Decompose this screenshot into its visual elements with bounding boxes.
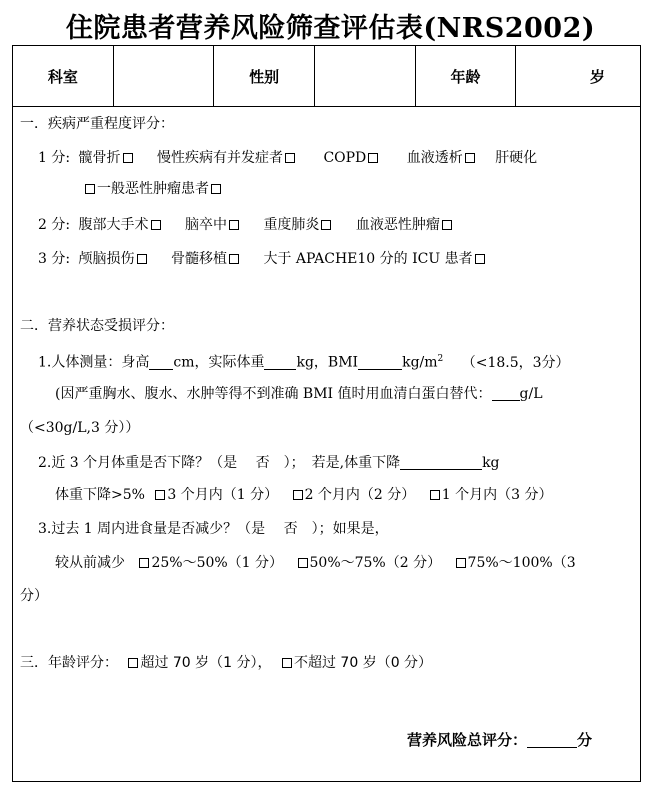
weight-loss-question: 2.近 3 个月体重是否下降？（是 否 ）； 若是,体重下降 kg — [38, 455, 500, 471]
dept-field[interactable] — [114, 46, 215, 106]
total-score: 营养风险总评分： 分 — [406, 731, 592, 749]
page-title: 住院患者营养风险筛查评估表(NRS2002) — [65, 13, 596, 44]
age-unit: 岁 — [589, 67, 605, 86]
sex-label: 性别 — [214, 46, 315, 106]
dept-label: 科室 — [13, 46, 114, 106]
hematologic-cancer-checkbox[interactable] — [442, 220, 452, 230]
section1-heading: 一．疾病严重程度评分： — [20, 116, 174, 132]
age-over70-checkbox[interactable] — [128, 658, 138, 668]
score1-row-2: 一般恶性肿瘤患者 — [83, 180, 223, 198]
dialysis-checkbox[interactable] — [465, 153, 475, 163]
age-score-row: 三．年龄评分： 超过 70 岁（1 分）， 不超过 70 岁（0 分） — [20, 655, 433, 671]
intake-25-checkbox[interactable] — [139, 558, 149, 568]
cirrhosis-checkbox[interactable] — [85, 184, 95, 194]
loss-3month-checkbox[interactable] — [155, 490, 165, 500]
albumin-note: (因严重胸水、腹水、水肿等得不到准确 BMI 值时用血清白蛋白替代： g/L — [55, 386, 543, 402]
fracture-checkbox[interactable] — [123, 153, 133, 163]
head-injury-checkbox[interactable] — [137, 254, 147, 264]
bone-marrow-checkbox[interactable] — [229, 254, 239, 264]
loss-2month-checkbox[interactable] — [293, 490, 303, 500]
total-score-input[interactable] — [527, 733, 577, 748]
sex-field[interactable] — [315, 46, 416, 106]
score3-row: 3 分: 颅脑损伤 骨髓移植 大于 APACHE10 分的 ICU 患者 — [38, 250, 487, 268]
intake-question: 3.过去 1 周内进食量是否减少？（是 否 ）；如果是， — [38, 521, 389, 537]
abdominal-surgery-checkbox[interactable] — [151, 220, 161, 230]
cancer-checkbox[interactable] — [211, 184, 221, 194]
stroke-checkbox[interactable] — [229, 220, 239, 230]
albumin-input[interactable] — [492, 386, 520, 401]
section2-heading: 二．营养状态受损评分： — [20, 318, 174, 334]
age-label: 年龄 — [416, 46, 517, 106]
height-input[interactable] — [149, 355, 173, 370]
intake-75-checkbox[interactable] — [456, 558, 466, 568]
albumin-note-2: （<30g/L,3 分）） — [20, 420, 140, 436]
chronic-disease-checkbox[interactable] — [285, 153, 295, 163]
section3-heading: 三．年龄评分： — [20, 655, 118, 671]
copd-checkbox[interactable] — [368, 153, 378, 163]
anthropometry-row: 1.人体测量：身高 cm，实际体重 kg，BMI $kg/m^2$ （<18.5，3分） — [38, 354, 570, 371]
assessment-form — [12, 45, 641, 782]
pneumonia-checkbox[interactable] — [321, 220, 331, 230]
intake-options-tail: 分） — [20, 588, 48, 604]
intake-options: 较从前减少 25%～50%（1 分） 50%～75%（2 分） 75%～100%（3 — [55, 555, 576, 571]
header-row — [13, 46, 640, 107]
loss-1month-checkbox[interactable] — [430, 490, 440, 500]
score2-row: 2 分: 腹部大手术 脑卒中 重度肺炎 血液恶性肿瘤 — [38, 216, 454, 234]
weight-input[interactable] — [264, 355, 296, 370]
weight-loss-input[interactable] — [400, 455, 482, 470]
score1-row: 1 分: 髋骨折 慢性疾病有并发症者 COPD 血液透析 肝硬化 — [38, 150, 538, 166]
intake-50-checkbox[interactable] — [298, 558, 308, 568]
age-under70-checkbox[interactable] — [282, 658, 292, 668]
bmi-input[interactable] — [358, 355, 402, 370]
icu-checkbox[interactable] — [475, 254, 485, 264]
weight-loss-options: 体重下降>5% 3 个月内（1 分） 2 个月内（2 分） 1 个月内（3 分） — [55, 487, 553, 503]
age-field[interactable] — [516, 46, 640, 106]
